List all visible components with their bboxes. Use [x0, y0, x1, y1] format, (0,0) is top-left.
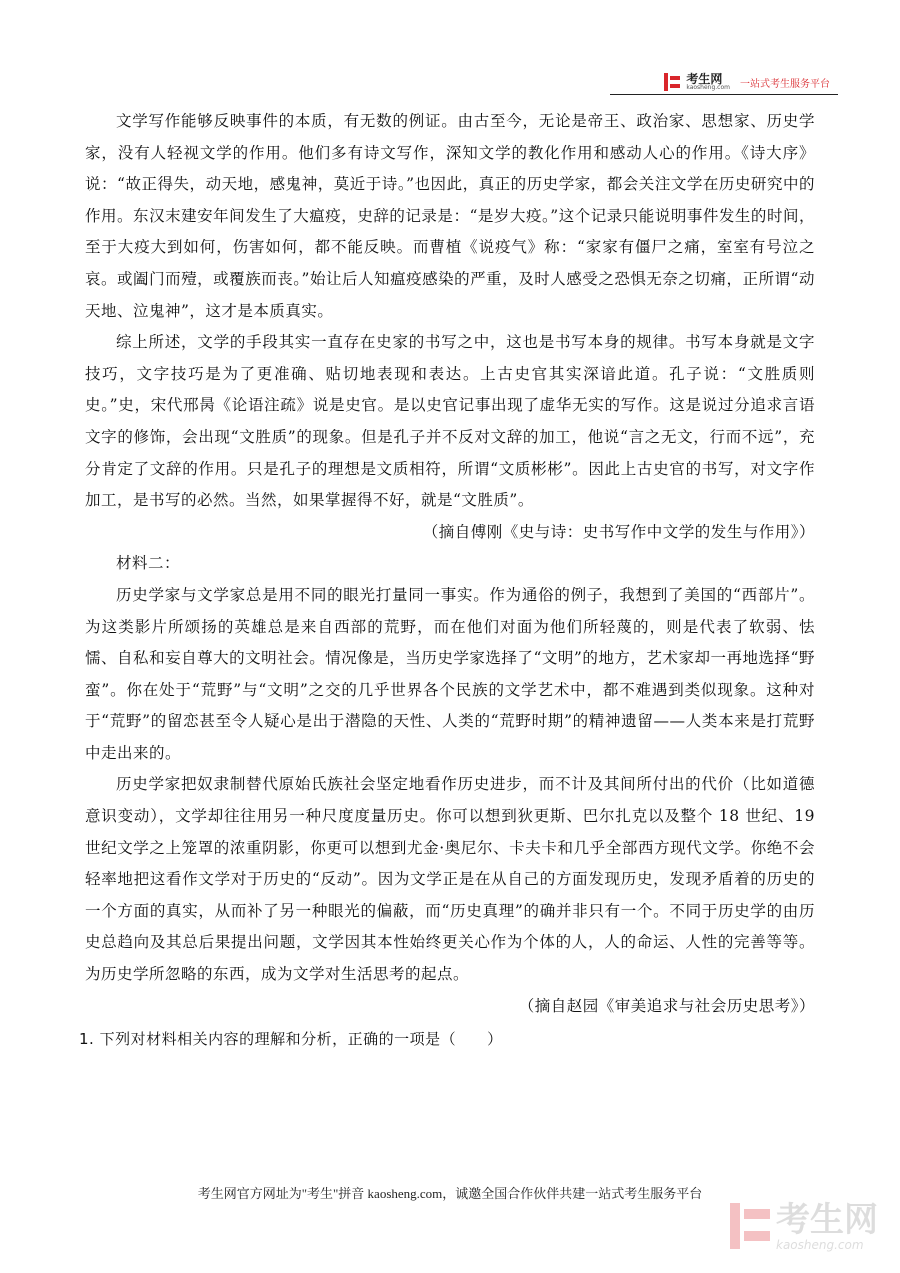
page-footer: 考生网官方网址为"考生"拼音 kaosheng.com，诚邀全国合作伙伴共建一站式考生服务平台	[197, 1186, 703, 1201]
header-logo	[664, 72, 830, 92]
source-citation-2: （摘自赵园《审美追求与社会历史思考》）	[518, 996, 815, 1015]
logo-name: 考生网	[686, 72, 723, 86]
paragraph-3: 历史学家与文学家总是用不同的眼光打量同一事实。作为通俗的例子，我想到了美国的“西部片”。为这类影片所颂扬的英雄总是来自西部的荒野，而在他们对面为他们所轻蔑的，则是代表了软弱、怯懦、自私和妄自尊大的文明社会。情况像是，当历史学家选择了“文明”的地方，艺术家却一再地选择“野蛮”。你在处于“荒野”与“文明”之交的几乎世界各个民族的文学艺术中，都不难遇到类似现象。这种对于“荒野”的留恋甚至令人疑心是出于潜隐的天性、人类的“荒野时期”的精神遗留——人类本来是打荒野中走出来的。	[85, 585, 815, 762]
watermark-logo	[730, 1200, 878, 1252]
source-citation-1: （摘自傅刚《史与诗：史书写作中文学的发生与作用》）	[422, 522, 815, 541]
watermark-url: kaosheng.com	[776, 1238, 864, 1252]
watermark-text	[776, 1200, 878, 1252]
header-slogan: 一站式考生服务平台	[740, 78, 830, 90]
paragraph-2: 综上所述，文学的手段其实一直存在史家的书写之中，这也是书写本身的规律。书写本身就是文字技巧，文字技巧是为了更准确、贴切地表现和表达。上古史官其实深谙此道。孔子说：“文胜质则史。”史，宋代邢昺《论语注疏》说是史官。是以史官记事出现了虚华无实的写作。这是说过分追求言语文字的修饰，会出现“文胜质”的现象。但是孔子并不反对文辞的加工，他说“言之无文，行而不远”，充分肯定了文辞的作用。只是孔子的理想是文质相符，所谓“文质彬彬”。因此上古史官的书写，对文字作加工，是书写的必然。当然，如果掌握得不好，就是“文胜质”。	[85, 333, 815, 510]
watermark-logo-icon	[730, 1203, 770, 1249]
question-1: 1. 下列对材料相关内容的理解和分析，正确的一项是（ ）	[79, 1030, 503, 1049]
logo-url: kaosheng.com	[686, 84, 730, 91]
watermark-name: 考生网	[776, 1200, 878, 1240]
document-body	[79, 106, 815, 1056]
kaosheng-logo-icon	[664, 73, 680, 91]
paragraph-4: 历史学家把奴隶制替代原始氏族社会坚定地看作历史进步，而不计及其间所付出的代价（比如道德意识变动），文学却往往用另一种尺度度量历史。你可以想到狄更斯、巴尔扎克以及整个 18 世纪、19 世纪文学之上笼罩的浓重阴影，你更可以想到尤金·奥尼尔、卡夫卡和几乎全部西方现代文学。你绝不会轻率地把这看作文学对于历史的“反动”。因为文学正是在从自己的方面发现历史，发现矛盾着的历史的一个方面的真实，从而补了另一种眼光的偏蔽，而“历史真理”的确并非只有一个。不同于历史学的由历史总趋向及其总后果提出问题，文学因其本性始终更关心作为个体的人，人的命运、人性的完善等等。为历史学所忽略的东西，成为文学对生活思考的起点。	[85, 775, 815, 984]
material-2-label: 材料二：	[116, 554, 181, 573]
logo-text	[686, 73, 730, 91]
paragraph-1: 文学写作能够反映事件的本质，有无数的例证。由古至今，无论是帝王、政治家、思想家、历史学家，没有人轻视文学的作用。他们多有诗文写作，深知文学的教化作用和感动人心的作用。《诗大序》说：“故正得失，动天地，感鬼神，莫近于诗。”也因此，真正的历史学家，都会关注文学在历史研究中的作用。东汉末建安年间发生了大瘟疫，史辞的记录是：“是岁大疫。”这个记录只能说明事件发生的时间，至于大疫大到如何，伤害如何，都不能反映。而曹植《说疫气》称：“家家有僵尸之痛，室室有号泣之哀。或阖门而殪，或覆族而丧。”始让后人知瘟疫感染的严重，及时人感受之恐惧无奈之切痛，正所谓“动天地、泣鬼神”，这才是本质真实。	[85, 112, 815, 320]
header-divider	[610, 94, 838, 95]
